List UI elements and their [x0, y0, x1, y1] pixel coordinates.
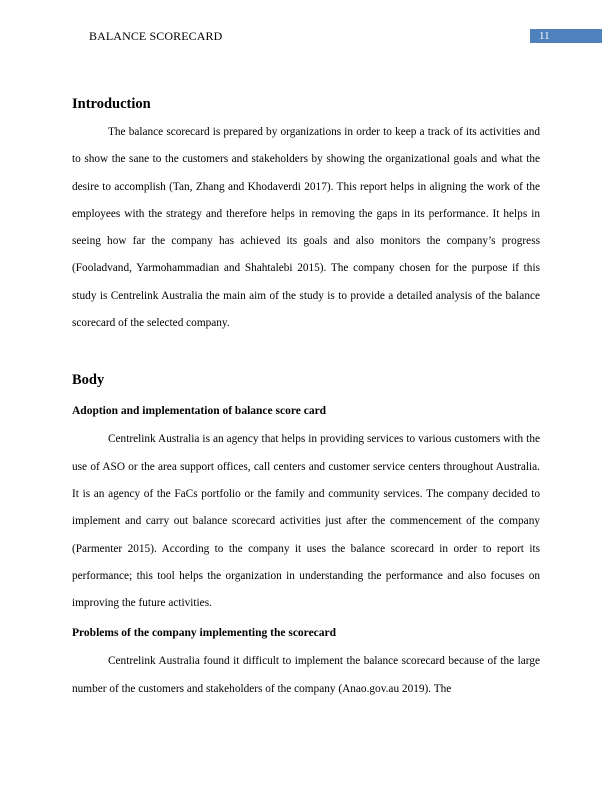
page-number-badge: 11 [530, 29, 602, 43]
running-header-title: BALANCE SCORECARD [89, 29, 223, 43]
adoption-paragraph: Centrelink Australia is an agency that helps in providing services to various customers with the use of ASO or the area support offices, call centers and customer service centers throughout Australia. It is an agency of the FaCs portfolio or the family and community services. The company decided to implement and carry out balance scorecard activities just after the commencement of the company (Parmenter 2015). According to the company it uses the balance scorecard in order to report its performance; this tool helps the organization in understanding the performance and also focuses on improving the future activities. [72, 433, 540, 610]
document-body [72, 94, 540, 703]
body-heading: Body [72, 372, 105, 389]
adoption-subheading: Adoption and implementation of balance score card [72, 405, 327, 418]
problems-subheading: Problems of the company implementing the scorecard [72, 627, 337, 640]
introduction-paragraph: The balance scorecard is prepared by organizations in order to keep a track of its activities and to show the sane to the customers and stakeholders by showing the organizational goals and what the desire to accomplish (Tan, Zhang and Khodaverdi 2017). This report helps in aligning the work of the employees with the strategy and therefore helps in removing the gaps in its performance. It helps in seeing how far the company has achieved its goals and also monitors the company’s progress (Fooladvand, Yarmohammadian and Shahtalebi 2015). The company chosen for the purpose if this study is Centrelink Australia the main aim of the study is to provide a detailed analysis of the balance scorecard of the selected company. [72, 126, 540, 330]
introduction-heading: Introduction [72, 96, 151, 112]
problems-paragraph: Centrelink Australia found it difficult to implement the balance scorecard because of the large number of the customers and stakeholders of the company (Anao.gov.au 2019). The [72, 655, 540, 695]
